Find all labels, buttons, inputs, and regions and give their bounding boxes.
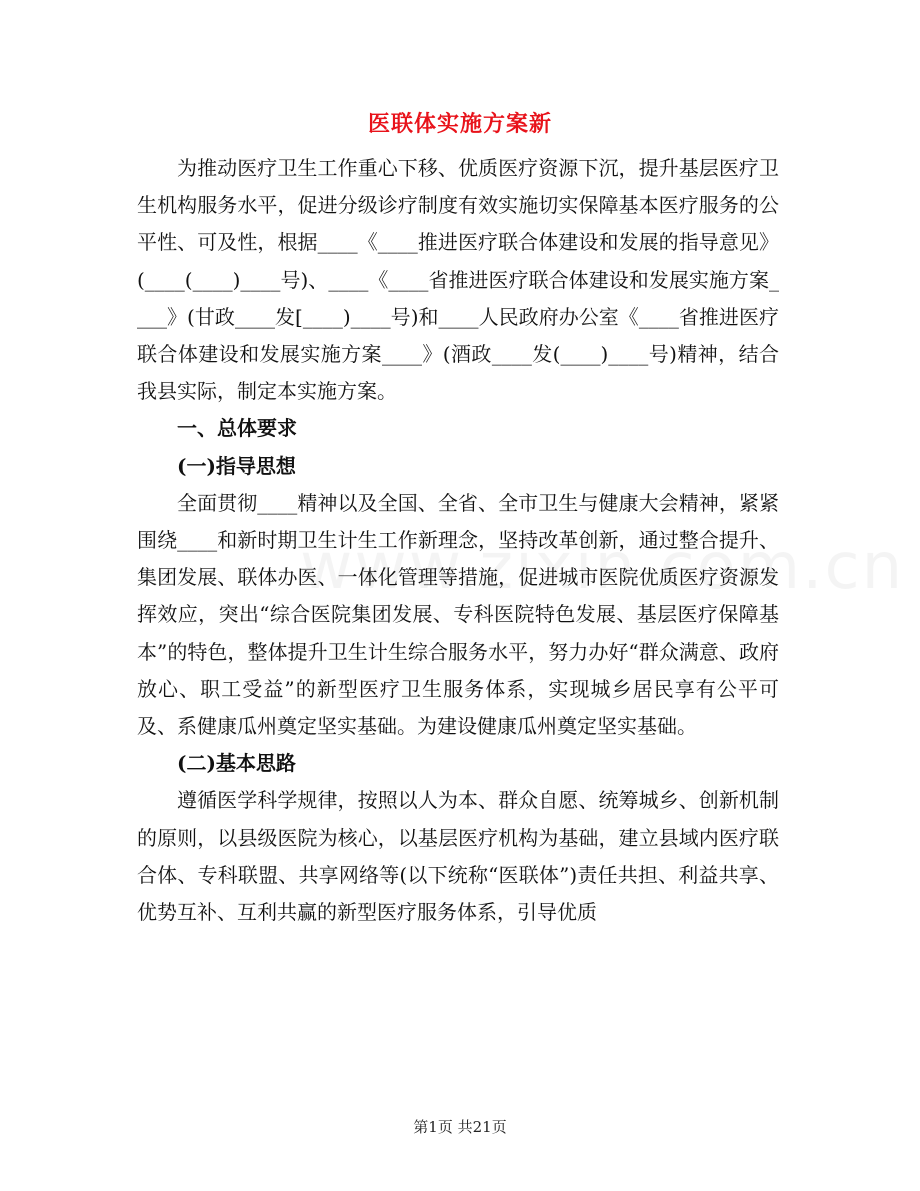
body-paragraph: 为推动医疗卫生工作重心下移、优质医疗资源下沉，提升基层医疗卫生机构服务水平，促进分级诊疗制度有效实施切实保障基本医疗服务的公平性、可及性，根据____《____推进医疗联合体建设和发展的指导意见》(____(____)____号)、____《____省推进医疗联合体建设和发展实施方案____》(甘政____发[____)____号)和____人民政府办公室《____省推进医疗联合体建设和发展实施方案____》(酒政____发(____)____号)精神，结合我县实际，制定本实施方案。 [137,156,779,404]
body-paragraph: 遵循医学科学规律，按照以人为本、群众自愿、统筹城乡、创新机制的原则，以县级医院为核心，以基层医疗机构为基础，建立县域内医疗联合体、专科联盟、共享网络等(以下统称“医联体”)责任共担、利益共享、优势互补、互利共赢的新型医疗服务体系，引导优质 [137,788,779,925]
document-title: 医联体实施方案新 [367,111,552,137]
section-heading: (一)指导思想 [177,453,296,478]
section-heading: (二)基本思路 [177,751,296,776]
document-body [137,150,779,931]
section-heading: 一、总体要求 [177,416,297,441]
page-footer: 第1页 共21页 [413,1118,507,1136]
body-paragraph: 全面贯彻____精神以及全国、全省、全市卫生与健康大会精神，紧紧围绕____和新时期卫生计生工作新理念，坚持改革创新，通过整合提升、集团发展、联体办医、一体化管理等措施，促进城市医院优质医疗资源发挥效应，突出“综合医院集团发展、专科医院特色发展、基层医疗保障基本”的特色，整体提升卫生计生综合服务水平，努力办好“群众满意、政府放心、职工受益”的新型医疗卫生服务体系，实现城乡居民享有公平可及、系健康瓜州奠定坚实基础。为建设健康瓜州奠定坚实基础。 [137,490,779,739]
